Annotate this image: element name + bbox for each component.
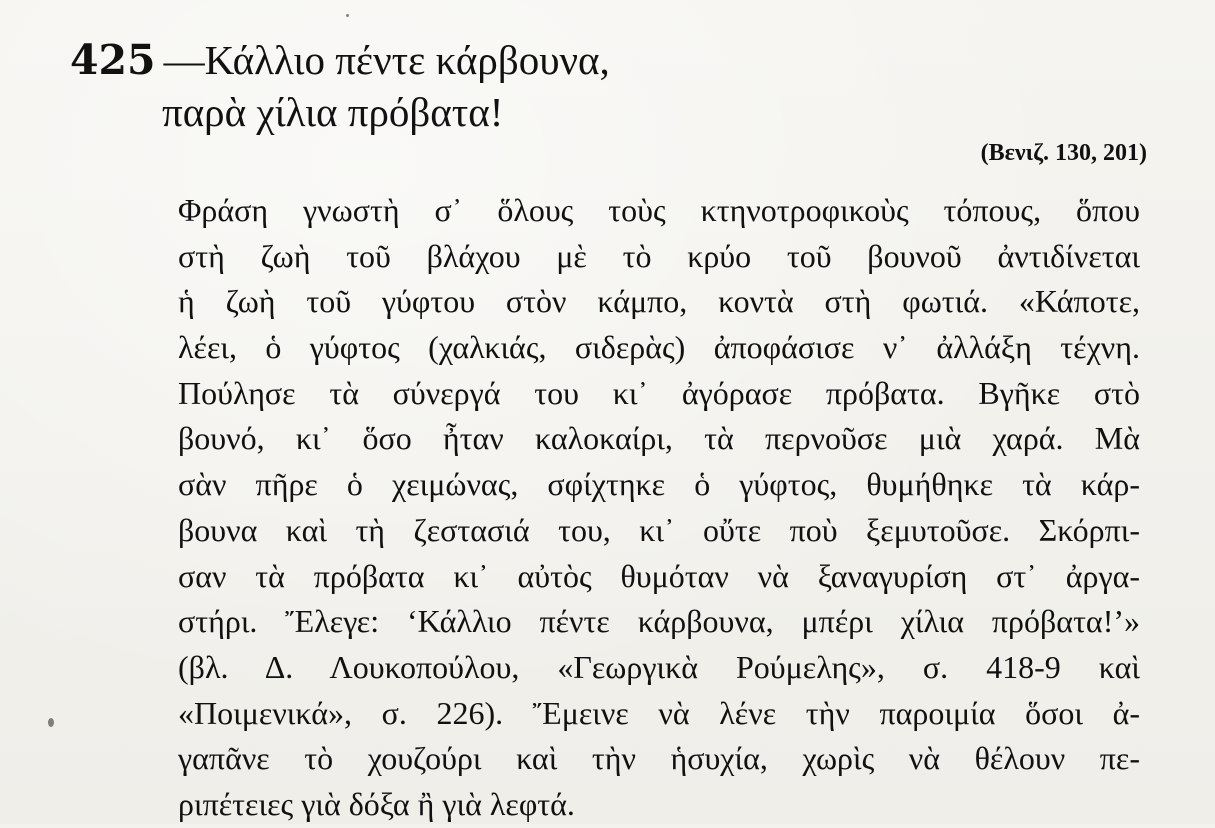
commentary-line: Πούλησε τὰ σύνεργά του κι᾽ ἀγόρασε πρόβατα. Βγῆκε στὸ	[178, 374, 1140, 411]
paper-speck	[48, 718, 54, 727]
commentary-line: (βλ. Δ. Λουκοπούλου, «Γεωργικὰ Ρούμελης», σ. 418-9 καὶ	[178, 648, 1140, 685]
entry-number: 425	[70, 36, 156, 84]
commentary-line: γαπᾶνε τὸ χουζούρι καὶ τὴν ἡσυχία, χωρὶς νὰ θέλουν πε-	[178, 740, 1140, 777]
commentary-line: σαν τὰ πρόβατα κι᾽ αὐτὸς θυμόταν νὰ ξαναγυρίση στ᾽ ἀργα-	[178, 557, 1140, 594]
paper-speck	[346, 14, 349, 17]
commentary-line: σὰν πῆρε ὁ χειμώνας, σφίχτηκε ὁ γύφτος, θυμήθηκε τὰ κάρ-	[178, 466, 1140, 503]
commentary-line: Φράση γνωστὴ σ᾽ ὅλους τοὺς κτηνοτροφικοὺς τόπους, ὅπου	[178, 192, 1140, 228]
commentary-line: «Ποιμενικά», σ. 226). Ἔμεινε νὰ λένε τὴν παροιμία ὅσοι ἀ-	[178, 694, 1140, 731]
commentary-line: λέει, ὁ γύφτος (χαλκιάς, σιδερὰς) ἀποφάσισε ν᾽ ἀλλάξη τέχνη.	[178, 329, 1140, 366]
proverb-line-1: —Κάλλιο πέντε κάρβουνα,	[163, 37, 610, 83]
source-reference: (Βενιζ. 130, 201)	[980, 140, 1147, 166]
commentary-line: βουνό, κι᾽ ὅσο ἦταν καλοκαίρι, τὰ περνοῦσε μιὰ χαρά. Μὰ	[178, 420, 1140, 457]
commentary-paragraph	[178, 188, 1140, 828]
commentary-line: βουνα καὶ τὴ ζεστασιά του, κι᾽ οὔτε ποὺ ξεμυτοῦσε. Σκόρπι-	[178, 511, 1140, 548]
commentary-line: στήρι. Ἔλεγε: ‘Κάλλιο πέντε κάρβουνα, μπέρι χίλια πρόβατα!’»	[178, 603, 1140, 640]
proverb-line-2: παρὰ χίλια πρόβατα!	[162, 89, 504, 135]
commentary-line: ἡ ζωὴ τοῦ γύφτου στὸν κάμπο, κοντὰ στὴ φωτιά. «Κάποτε,	[178, 283, 1140, 320]
entry-heading	[70, 34, 610, 86]
commentary-line: στὴ ζωὴ τοῦ βλάχου μὲ τὸ κρύο τοῦ βουνοῦ ἀντιδίνεται	[178, 237, 1140, 274]
commentary-line: ριπέτειες γιὰ δόξα ἢ γιὰ λεφτά.	[178, 785, 575, 822]
